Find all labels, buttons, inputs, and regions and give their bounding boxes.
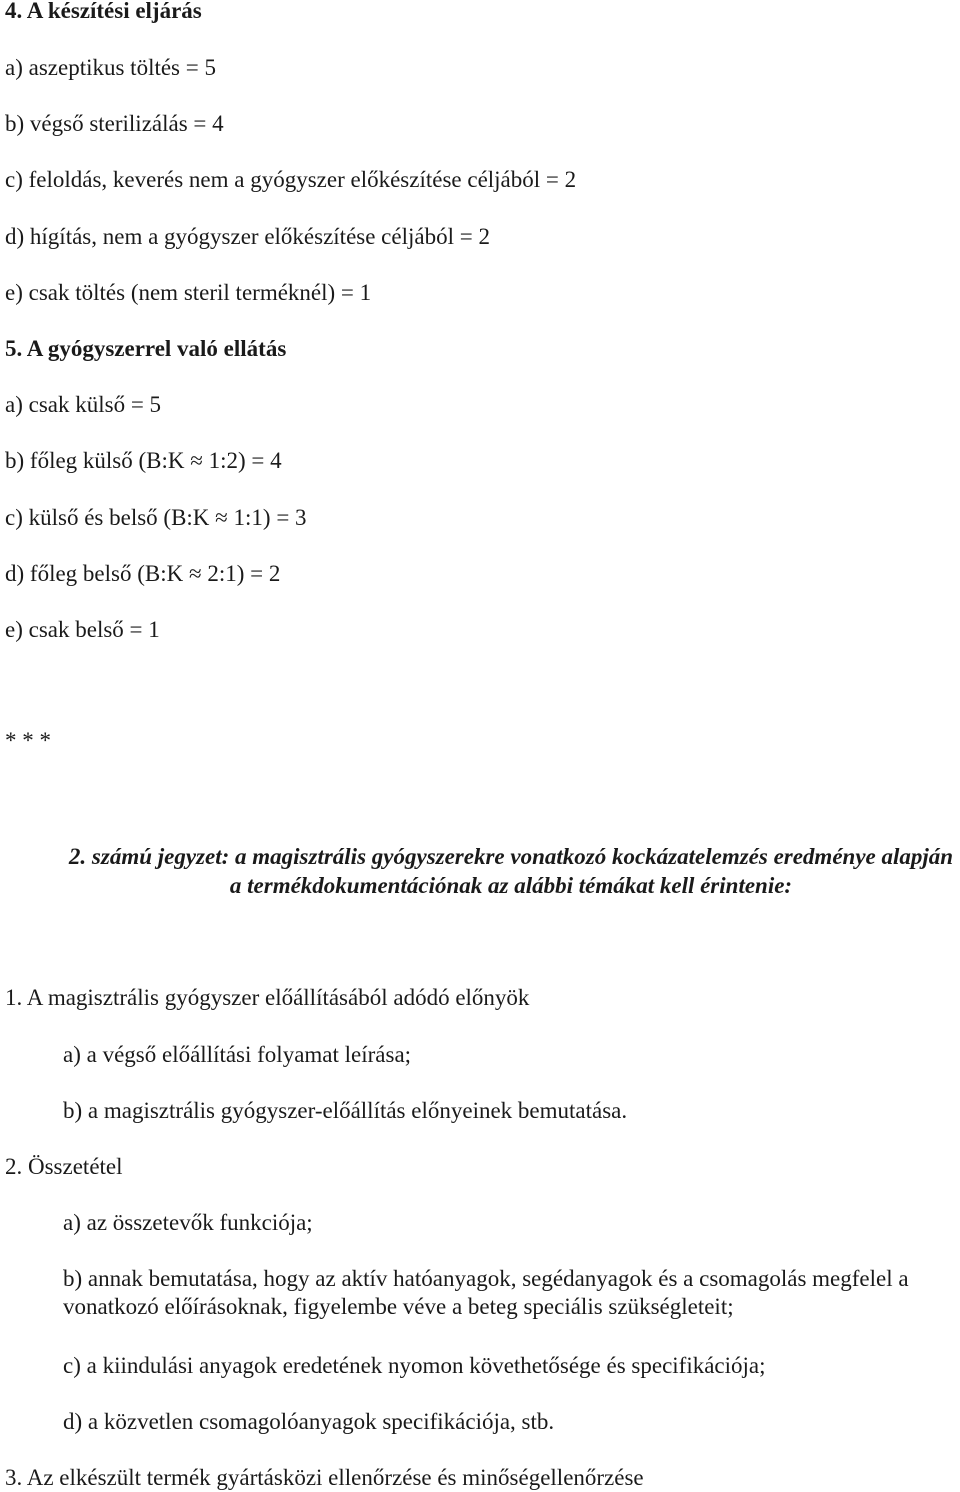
section-4-item-b: b) végső sterilizálás = 4 xyxy=(5,111,224,136)
section-4-heading: 4. A készítési eljárás xyxy=(5,0,202,23)
topic-2-item-b: b) annak bemutatása, hogy az aktív hatóanyagok, segédanyagok és a csomagolás megfelel a vonatkozó előírásoknak, figyelembe véve a beteg speciális szükségleteit; xyxy=(63,1266,909,1319)
topic-2-heading: 2. Összetétel xyxy=(5,1154,123,1179)
topic-1-heading: 1. A magisztrális gyógyszer előállításából adódó előnyök xyxy=(5,985,530,1010)
section-4-item-a: a) aszeptikus töltés = 5 xyxy=(5,55,216,80)
topic-1-item-b: b) a magisztrális gyógyszer-előállítás előnyeinek bemutatása. xyxy=(63,1098,628,1123)
section-5-item-d: d) főleg belső (B:K ≈ 2:1) = 2 xyxy=(5,561,281,586)
section-separator: * * * xyxy=(5,728,51,753)
section-5-item-c: c) külső és belső (B:K ≈ 1:1) = 3 xyxy=(5,505,307,530)
topic-2-item-d: d) a közvetlen csomagolóanyagok specifikációja, stb. xyxy=(63,1409,555,1434)
topic-3-heading: 3. Az elkészült termék gyártásközi ellenőrzése és minőségellenőrzése xyxy=(5,1465,644,1490)
section-4-item-e: e) csak töltés (nem steril terméknél) = 1 xyxy=(5,280,372,305)
section-5-item-b: b) főleg külső (B:K ≈ 1:2) = 4 xyxy=(5,448,282,473)
note-title: 2. számú jegyzet: a magisztrális gyógyszerekre vonatkozó kockázatelemzés eredménye alapján a termékdokumentációnak az alábbi témákat kell érintenie: xyxy=(68,844,954,898)
topic-1-item-a: a) a végső előállítási folyamat leírása; xyxy=(63,1042,412,1067)
topic-2-item-c: c) a kiindulási anyagok eredetének nyomon követhetősége és specifikációja; xyxy=(63,1353,766,1378)
section-4-item-c: c) feloldás, keverés nem a gyógyszer előkészítése céljából = 2 xyxy=(5,167,577,192)
section-5-item-e: e) csak belső = 1 xyxy=(5,617,160,642)
section-5-item-a: a) csak külső = 5 xyxy=(5,392,162,417)
topic-2-item-a: a) az összetevők funkciója; xyxy=(63,1210,313,1235)
section-5-heading: 5. A gyógyszerrel való ellátás xyxy=(5,336,287,361)
section-4-item-d: d) hígítás, nem a gyógyszer előkészítése céljából = 2 xyxy=(5,224,490,249)
